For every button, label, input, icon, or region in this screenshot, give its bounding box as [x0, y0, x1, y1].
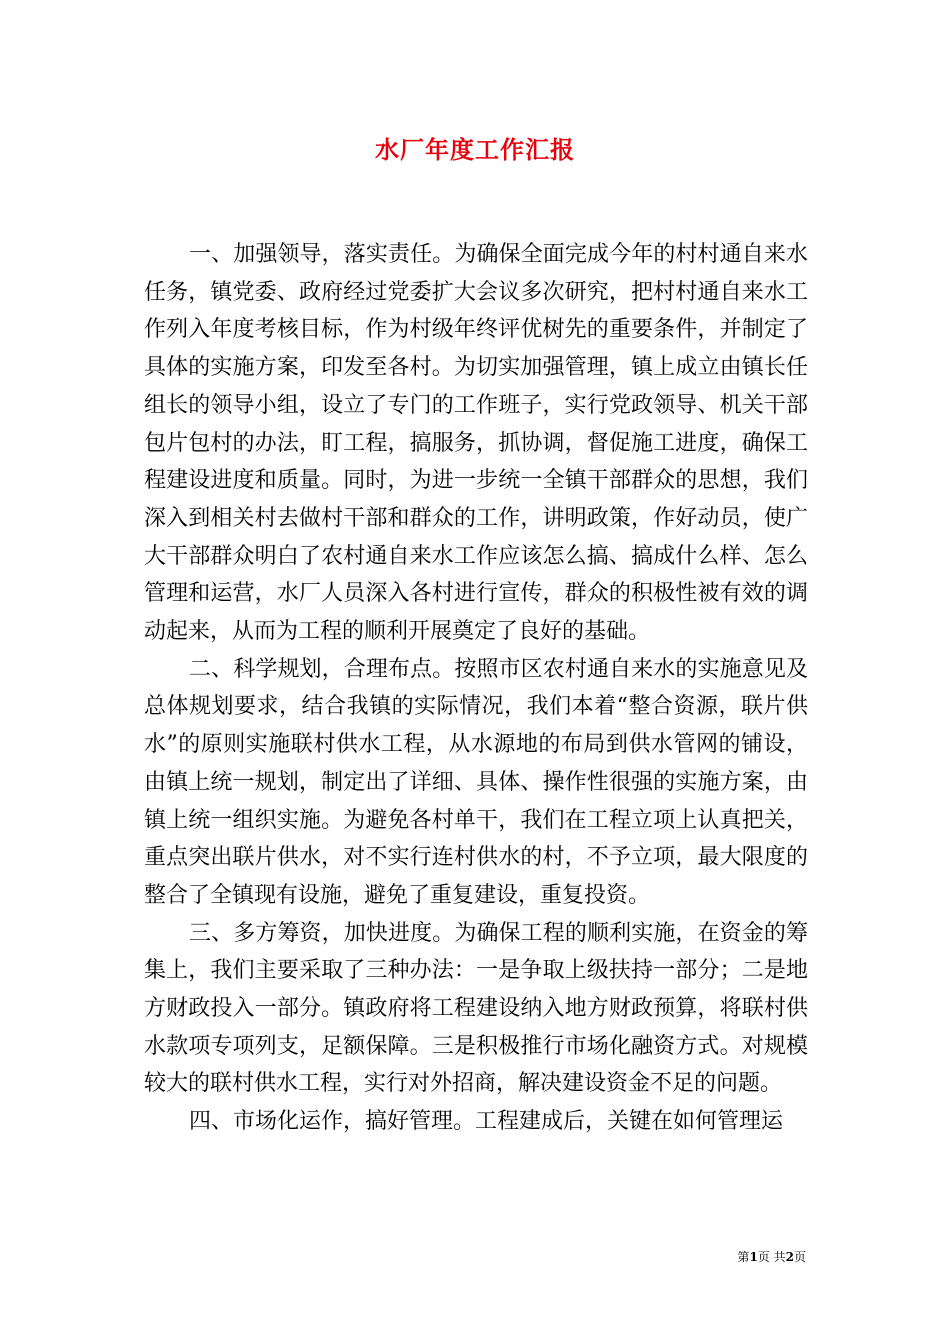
- footer-prefix: 第: [737, 1250, 750, 1264]
- footer-current-page: 1: [749, 1250, 758, 1264]
- footer-middle: 页 共: [757, 1250, 786, 1264]
- paragraph-management: 四、市场化运作，搞好管理。工程建成后，关键在如何管理运: [189, 1109, 784, 1135]
- paragraph-planning: 二、科学规划，合理布点。按照市区农村通自来水的实施意见及总体规划要求，结合我镇的实际情况，我们本着“整合资源，联片供水”的原则实施联村供水工程，从水源地的布局到供水管网的铺设，由镇上统一规划，制定出了详细、具体、操作性很强的实施方案，由镇上统一组织实施。为避免各村单干，我们在工程立项上认真把关，重点突出联片供水，对不实行连村供水的村，不予立项，最大限度的整合了全镇现有设施，避免了重复建设，重复投资。: [144, 656, 808, 908]
- footer-total-pages: 2: [785, 1250, 794, 1264]
- page-number-footer: [737, 1248, 806, 1266]
- document-body: [144, 236, 808, 1141]
- paragraph-leadership: 一、加强领导，落实责任。为确保全面完成今年的村村通自来水任务，镇党委、政府经过党委扩大会议多次研究，把村村通自来水工作列入年度考核目标，作为村级年终评优树先的重要条件，并制定了具体的实施方案，印发至各村。为切实加强管理，镇上成立由镇长任组长的领导小组，设立了专门的工作班子，实行党政领导、机关干部包片包村的办法，盯工程，搞服务，抓协调，督促施工进度，确保工程建设进度和质量。同时，为进一步统一全镇干部群众的思想，我们深入到相关村去做村干部和群众的工作，讲明政策，作好动员，使广大干部群众明白了农村通自来水工作应该怎么搞、搞成什么样、怎么管理和运营，水厂人员深入各村进行宣传，群众的积极性被有效的调动起来，从而为工程的顺利开展奠定了良好的基础。: [144, 242, 808, 645]
- paragraph-funding: 三、多方筹资，加快进度。为确保工程的顺利实施，在资金的筹集上，我们主要采取了三种办法：一是争取上级扶持一部分；二是地方财政投入一部分。镇政府将工程建设纳入地方财政预算，将联村供水款项专项列支，足额保障。三是积极推行市场化融资方式。对规模较大的联村供水工程，实行对外招商，解决建设资金不足的问题。: [144, 920, 808, 1097]
- footer-suffix: 页: [793, 1250, 806, 1264]
- document-title: 水厂年度工作汇报: [375, 135, 575, 164]
